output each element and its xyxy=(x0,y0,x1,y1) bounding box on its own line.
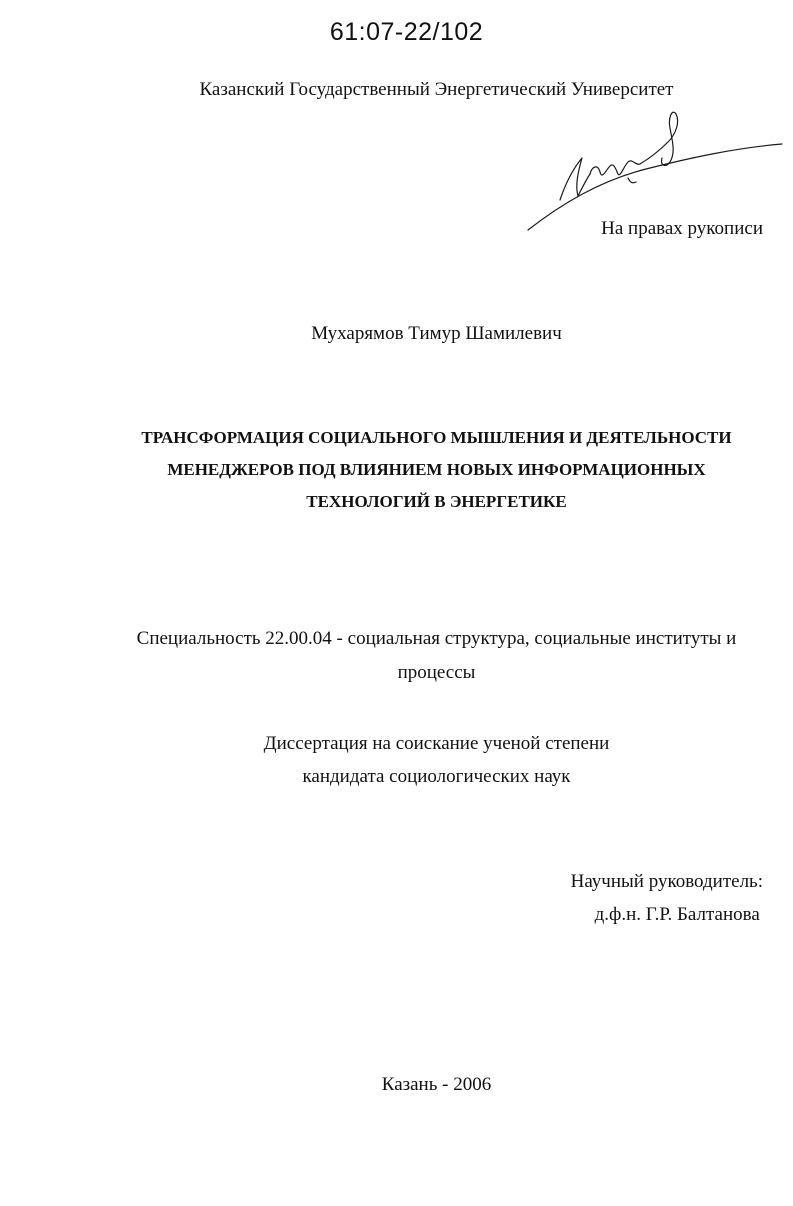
specialty-line: процессы xyxy=(397,662,476,683)
degree-block xyxy=(100,727,773,793)
title-line: ТРАНСФОРМАЦИЯ СОЦИАЛЬНОГО МЫШЛЕНИЯ И ДЕЯТЕЛЬНОСТИ xyxy=(141,428,732,447)
city-year: Казань - 2006 xyxy=(381,1074,492,1095)
advisor-name: д.ф.н. Г.Р. Балтанова xyxy=(594,904,760,925)
registry-number: 61:07-22/102 xyxy=(329,18,484,46)
specialty-line: Специальность 22.00.04 - социальная структура, социальные институты и xyxy=(136,628,737,649)
title-line: МЕНЕДЖЕРОВ ПОД ВЛИЯНИЕМ НОВЫХ ИНФОРМАЦИОННЫХ xyxy=(167,460,706,479)
degree-line: кандидата социологических наук xyxy=(302,766,571,787)
university-name: Казанский Государственный Энергетический Университет xyxy=(199,79,674,100)
specialty-block xyxy=(100,622,773,690)
advisor-label: Научный руководитель: xyxy=(570,871,763,892)
title-line: ТЕХНОЛОГИЙ В ЭНЕРГЕТИКЕ xyxy=(306,492,567,511)
author-name: Мухарямов Тимур Шамилевич xyxy=(311,323,562,344)
scientific-advisor xyxy=(571,865,763,931)
manuscript-rights-note: На правах рукописи xyxy=(601,218,763,239)
dissertation-title xyxy=(100,422,773,518)
degree-line: Диссертация на соискание ученой степени xyxy=(263,733,610,754)
